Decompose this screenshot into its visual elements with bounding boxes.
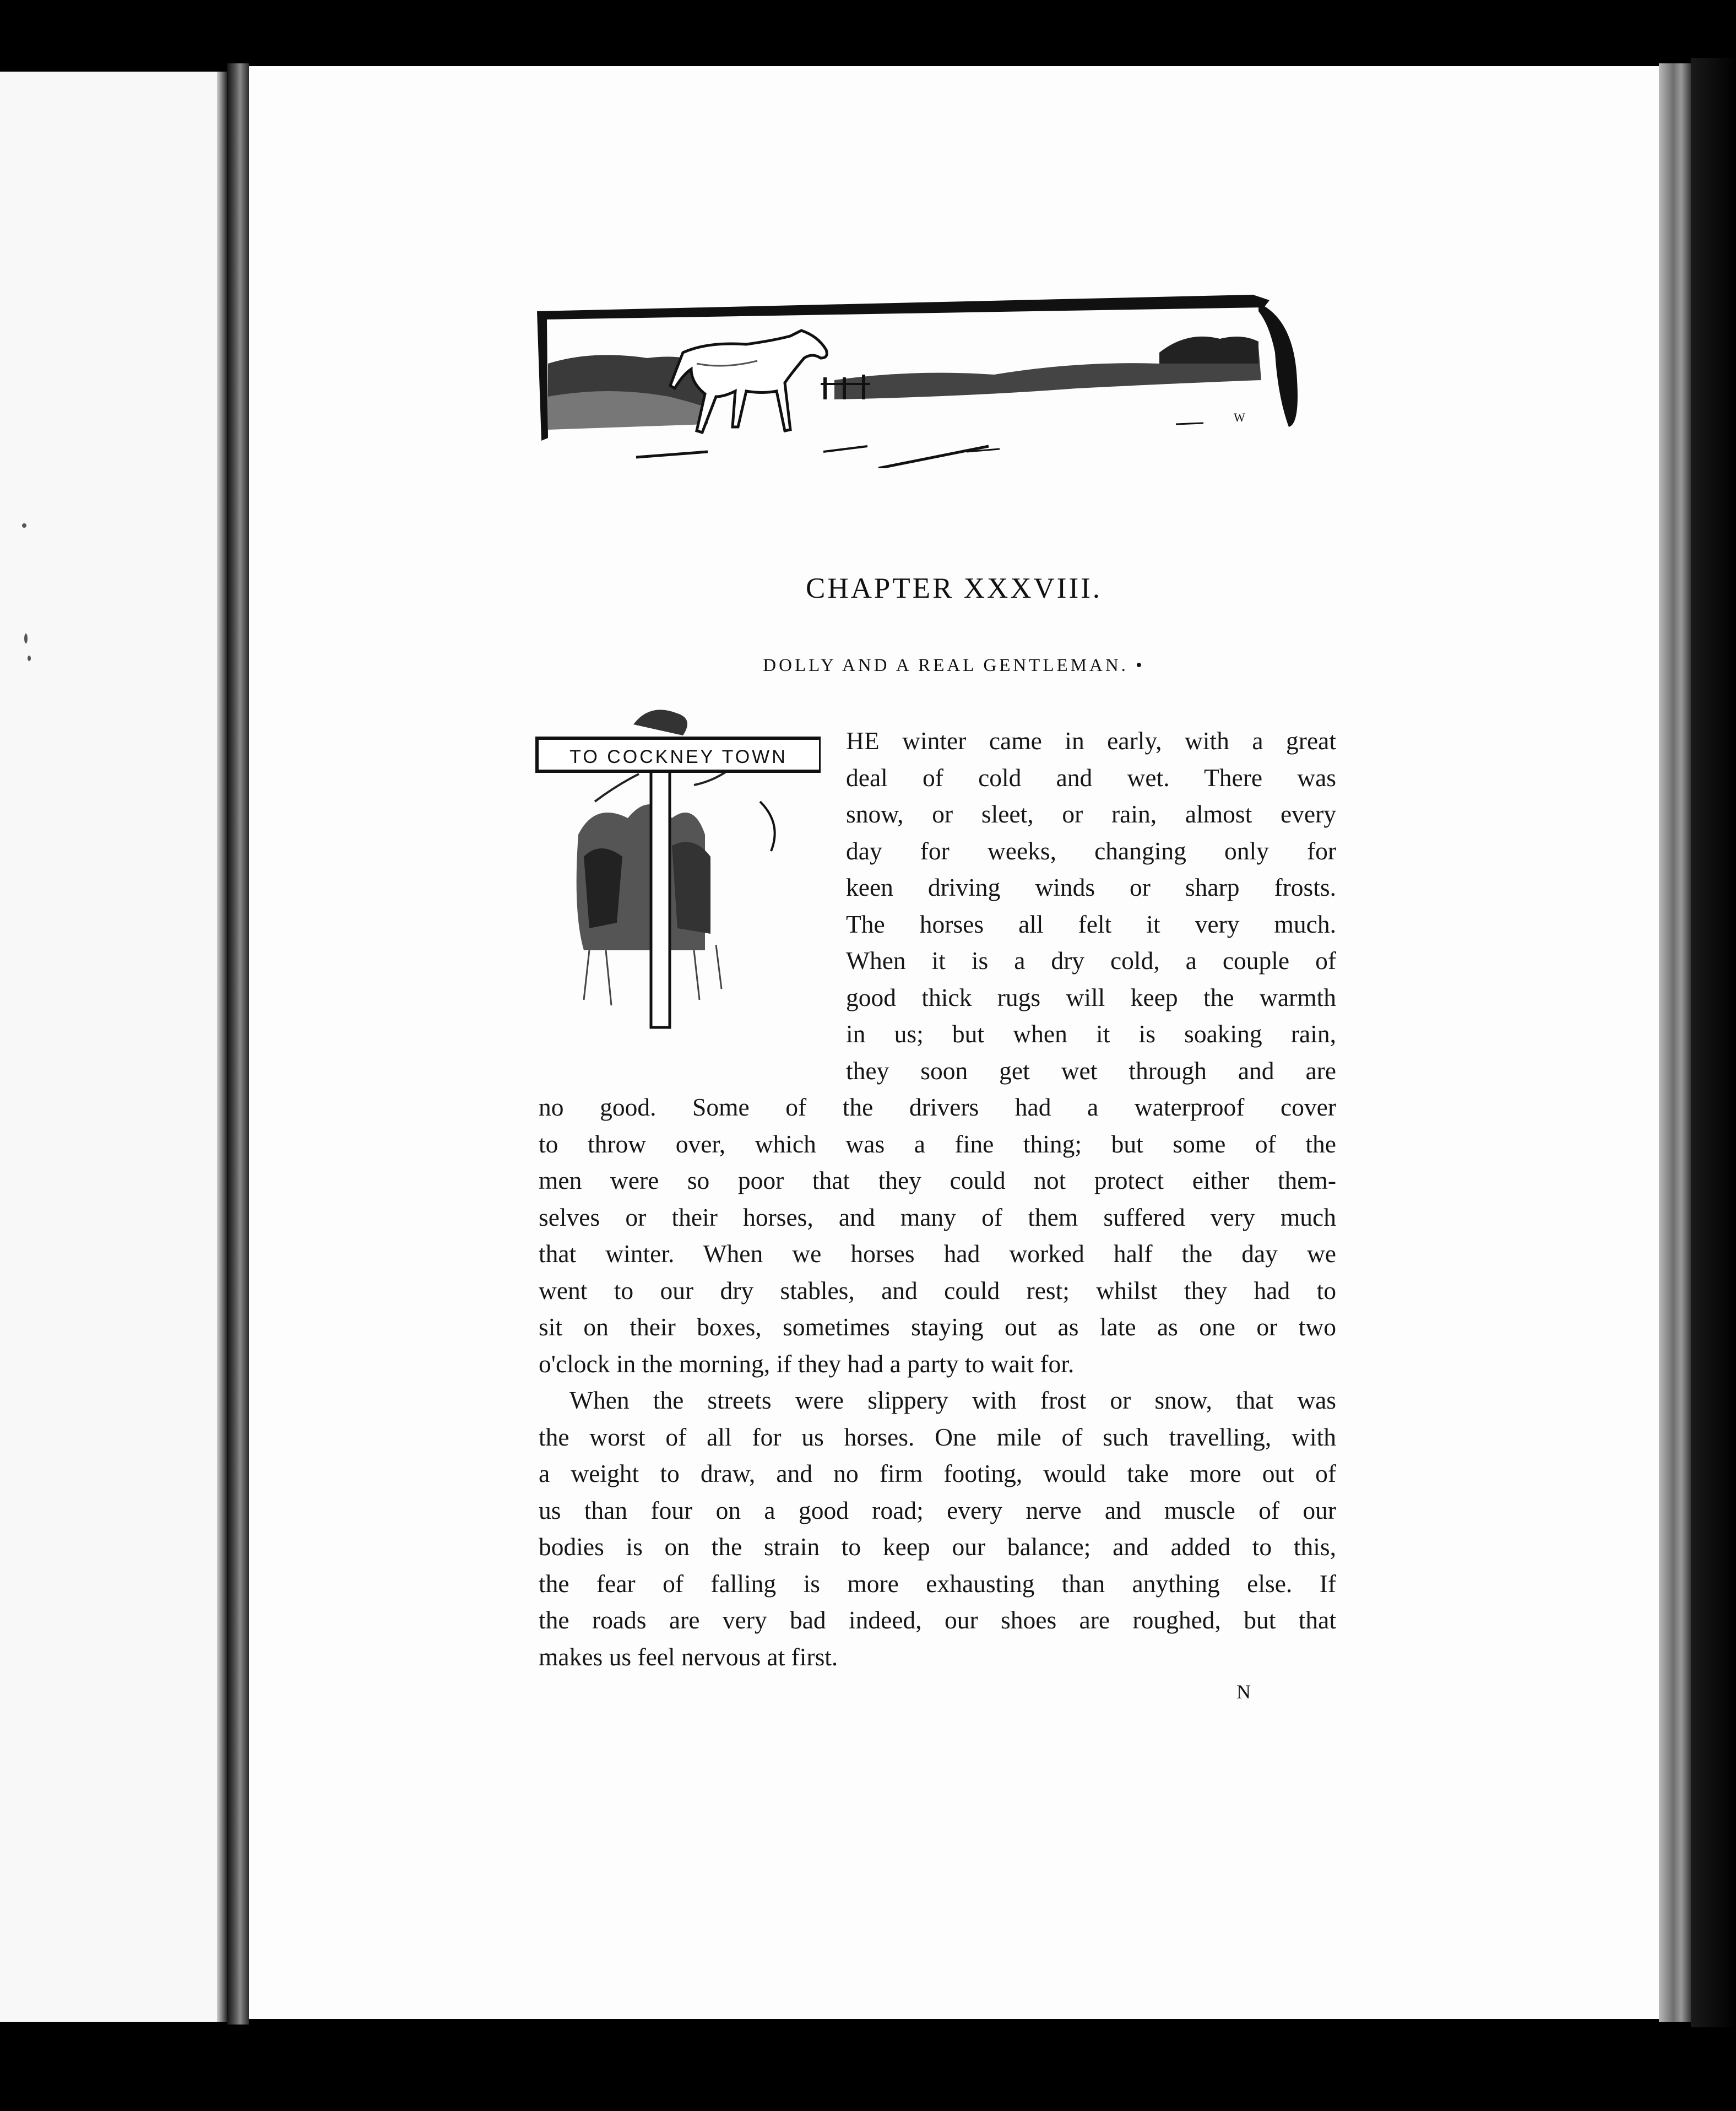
text-line: good thick rugs will keep the warmth — [846, 983, 1336, 1011]
page-stack-edge — [1659, 63, 1691, 2022]
signature-mark: N — [1236, 1681, 1251, 1703]
text-line: day for weeks, changing only for — [846, 836, 1336, 865]
book-gutter — [227, 63, 249, 2025]
text-line: deal of cold and wet. There was — [846, 763, 1336, 792]
text-line: the worst of all for us horses. One mile of such travelling, with — [539, 1422, 1336, 1451]
body-text — [539, 723, 1336, 1675]
text-line: no good. Some of the drivers had a waterproof cover — [539, 1093, 1336, 1121]
text-line: HE winter came in early, with a great — [846, 727, 1336, 755]
text-line: When the streets were slippery with frost or snow, that was — [569, 1386, 1336, 1414]
text-line: us than four on a good road; every nerve and muscle of our — [539, 1496, 1336, 1524]
left-blank-page — [0, 72, 227, 2022]
text-line: men were so poor that they could not protect either them- — [539, 1166, 1336, 1194]
page-speck — [22, 523, 26, 528]
text-line: went to our dry stables, and could rest; whilst they had to — [539, 1276, 1336, 1305]
text-line: they soon get wet through and are — [846, 1056, 1336, 1085]
page-speck — [28, 656, 31, 661]
text-line: makes us feel nervous at first. — [539, 1642, 838, 1671]
text-line: sit on their boxes, sometimes staying out as late as one or two — [539, 1313, 1336, 1341]
left-page-edge — [217, 72, 227, 2022]
header-illustration — [526, 286, 1308, 468]
text-line: to throw over, which was a fine thing; but some of the — [539, 1129, 1336, 1158]
book-cover-edge — [1691, 58, 1736, 2027]
chapter-title: CHAPTER XXXVIII. — [805, 572, 1103, 604]
text-line: that winter. When we horses had worked half the day we — [539, 1239, 1336, 1268]
text-line: snow, or sleet, or rain, almost every — [846, 800, 1336, 828]
text-line: keen driving winds or sharp frosts. — [846, 873, 1336, 901]
text-line: When it is a dry cold, a couple of — [846, 946, 1336, 975]
chapter-subtitle: DOLLY AND A REAL GENTLEMAN. • — [763, 656, 1145, 675]
text-line: bodies is on the strain to keep our balance; and added to this, — [539, 1533, 1336, 1561]
text-line: The horses all felt it very much. — [846, 910, 1336, 938]
text-line: in us; but when it is soaking rain, — [846, 1020, 1336, 1048]
text-line: o'clock in the morning, if they had a party to wait for. — [539, 1349, 1075, 1378]
text-line: the roads are very bad indeed, our shoes are roughed, but that — [539, 1606, 1336, 1634]
text-line: selves or their horses, and many of them suffered very much — [539, 1203, 1336, 1231]
text-line: the fear of falling is more exhausting than anything else. If — [539, 1569, 1336, 1598]
signpost-label: TO COCKNEY TOWN — [569, 746, 788, 767]
text-line: a weight to draw, and no firm footing, would take more out of — [539, 1459, 1336, 1487]
svg-text:W: W — [1234, 410, 1245, 424]
page-speck — [24, 634, 28, 643]
